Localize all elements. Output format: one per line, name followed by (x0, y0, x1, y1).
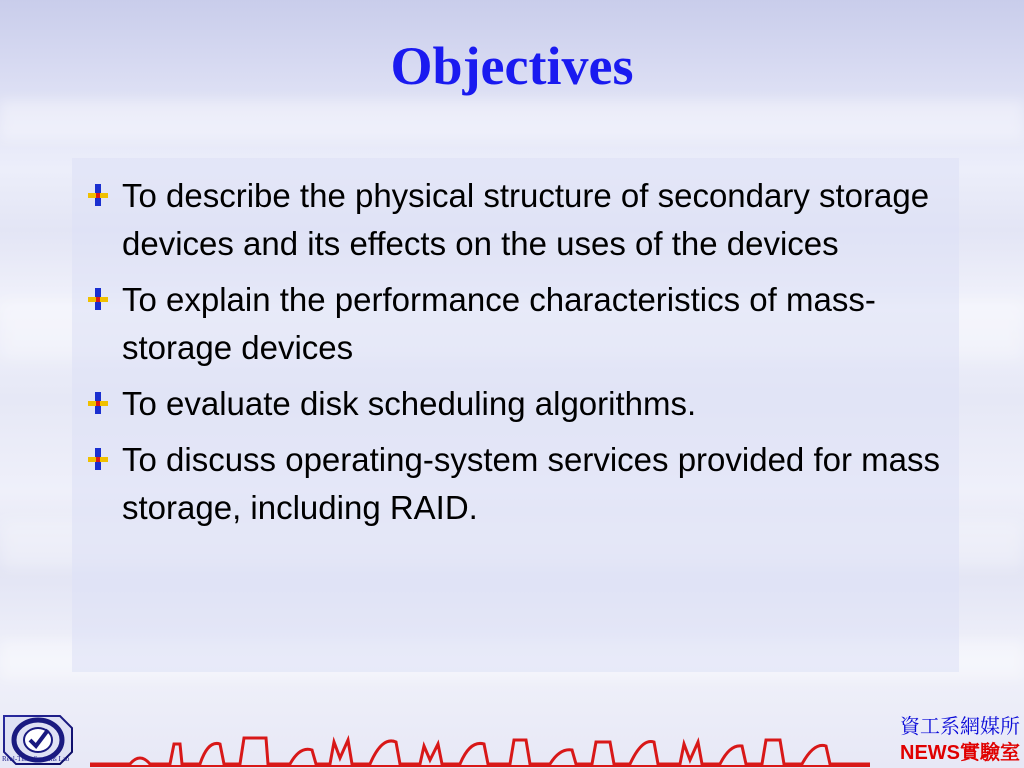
slide-title: Objectives (390, 36, 634, 96)
bullet-text: To discuss operating-system services provided for mass storage, including RAID. (122, 441, 940, 526)
pushpin-bullet-icon (86, 391, 110, 415)
bullet-item (84, 436, 944, 532)
bullet-item (84, 172, 944, 268)
pushpin-bullet-icon (86, 183, 110, 207)
bullet-text: To explain the performance characteristics of mass-storage devices (122, 281, 876, 366)
bullet-item (84, 380, 944, 428)
bullet-list (84, 172, 944, 540)
pushpin-bullet-icon (86, 447, 110, 471)
logo-caption: Real-Time Systems Lab (2, 755, 70, 763)
footer-department: 資工系網媒所 (900, 716, 1020, 738)
decorative-footer-pattern (90, 730, 870, 768)
footer-lab-name: NEWS實驗室 (900, 742, 1020, 764)
bullet-text: To evaluate disk scheduling algorithms. (122, 385, 697, 422)
bullet-item (84, 276, 944, 372)
bullet-text: To describe the physical structure of secondary storage devices and its effects on the uses of the devices (122, 177, 930, 262)
footer-lab-text (900, 714, 1020, 766)
background-streak (0, 100, 1024, 140)
pushpin-bullet-icon (86, 287, 110, 311)
